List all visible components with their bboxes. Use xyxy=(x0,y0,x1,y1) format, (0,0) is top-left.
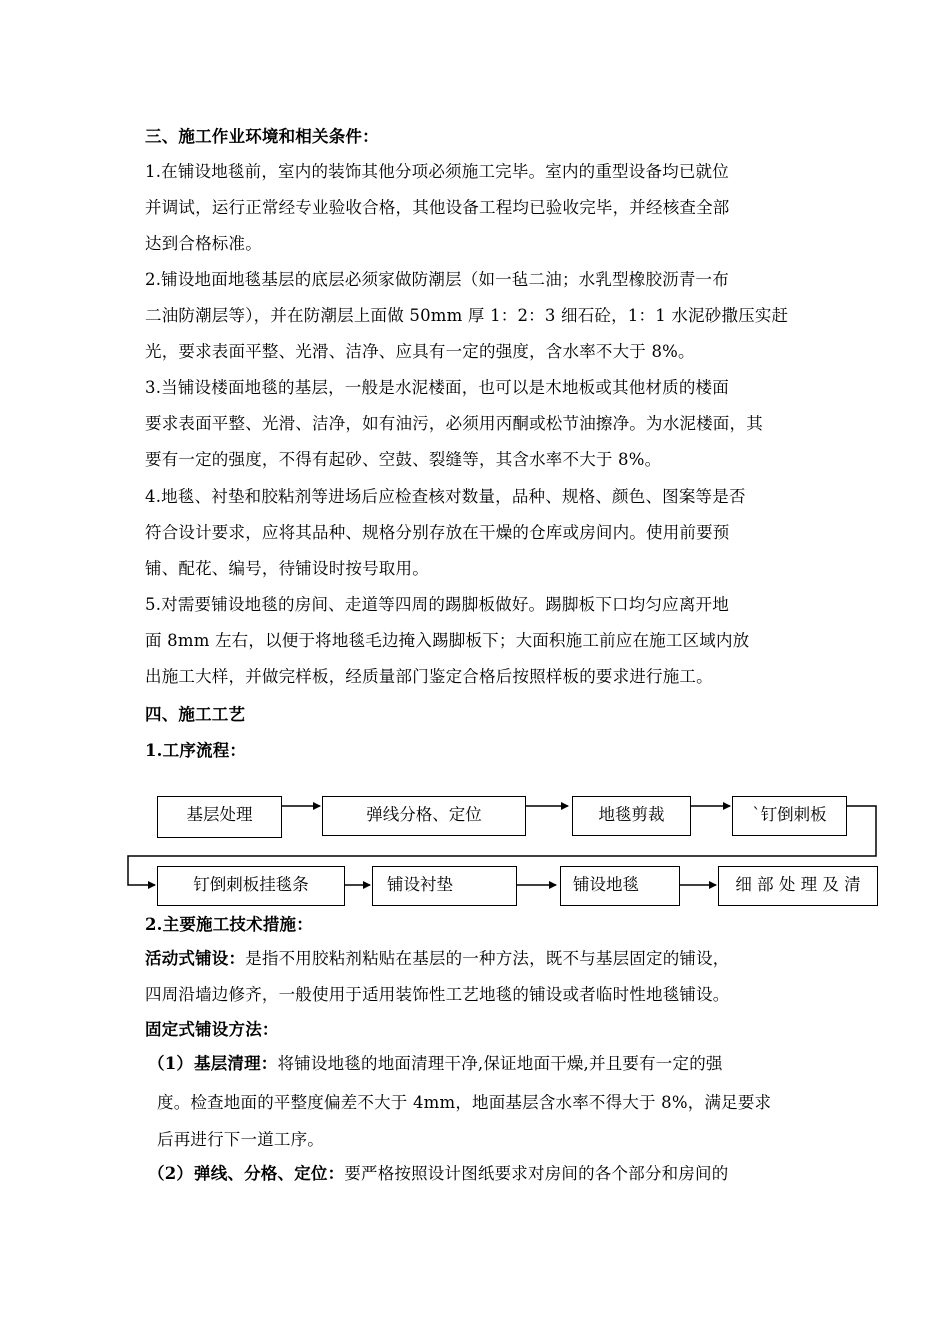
section3-p2-line1: 2.铺设地面地毯基层的底层必须家做防潮层（如一毡二油；水乳型橡胶沥青一布 xyxy=(145,270,729,289)
flow-step-lay-underlay: 铺设衬垫 xyxy=(372,866,517,906)
section3-p3-line3: 要有一定的强度，不得有起砂、空鼓、裂缝等，其含水率不大于 8%。 xyxy=(145,450,662,469)
section3-p1-line1: 1.在铺设地毯前，室内的装饰其他分项必须施工完毕。室内的重型设备均已就位 xyxy=(145,162,729,181)
flow-step-lay-carpet: 铺设地毯 xyxy=(560,866,680,906)
section3-p1-line3: 达到合格标准。 xyxy=(145,234,262,253)
section3-p3-line2: 要求表面平整、光滑、洁净，如有油污，必须用丙酮或松节油擦净。为水泥楼面，其 xyxy=(145,414,763,433)
fixed-item1-label: 基层清理： xyxy=(194,1054,278,1073)
fixed-item1-number: （1） xyxy=(148,1054,194,1073)
fixed-item1-line3: 后再进行下一道工序。 xyxy=(157,1130,324,1149)
technical-measures-heading: 2.主要施工技术措施： xyxy=(145,915,313,934)
fixed-laying-heading: 固定式铺设方法： xyxy=(145,1020,279,1039)
flow-step-line-marking: 弹线分格、定位 xyxy=(322,796,526,836)
flow-step-tack-strip-hang: 钉倒刺板挂毯条 xyxy=(157,866,345,906)
flow-step-carpet-cutting: 地毯剪裁 xyxy=(572,796,691,836)
movable-laying-label: 活动式铺设： xyxy=(145,949,246,968)
section3-p4-line2: 符合设计要求，应将其品种、规格分别存放在干燥的仓库或房间内。使用前要预 xyxy=(145,523,730,542)
process-flow-heading: 1.工序流程： xyxy=(145,741,247,760)
section3-heading: 三、施工作业环境和相关条件： xyxy=(145,127,379,146)
fixed-item2-line1 xyxy=(148,1164,728,1184)
section3-p1-line2: 并调试，运行正常经专业验收合格，其他设备工程均已验收完毕，并经核查全部 xyxy=(145,198,730,217)
movable-laying-text1: 是指不用胶粘剂粘贴在基层的一种方法，既不与基层固定的铺设， xyxy=(245,949,730,968)
section3-p4-line3: 铺、配花、编号，待铺设时按号取用。 xyxy=(145,559,429,578)
section3-p4-line1: 4.地毯、衬垫和胶粘剂等进场后应检查核对数量，品种、规格、颜色、图案等是否 xyxy=(145,487,746,506)
flow-step-detail-cleanup: 细 部 处 理 及 清 xyxy=(718,866,878,906)
section3-p5-line3: 出施工大样，并做完样板，经质量部门鉴定合格后按照样板的要求进行施工。 xyxy=(145,667,713,686)
flow-step-tack-strip: `钉倒刺板 xyxy=(732,796,847,836)
movable-laying-line1 xyxy=(145,949,730,969)
section3-p3-line1: 3.当铺设楼面地毯的基层，一般是水泥楼面，也可以是木地板或其他材质的楼面 xyxy=(145,378,729,397)
fixed-item1-line2: 度。检查地面的平整度偏差不大于 4mm，地面基层含水率不得大于 8%，满足要求 xyxy=(157,1093,772,1112)
flow-step-base-treatment: 基层处理 xyxy=(157,796,282,838)
section3-p2-line2: 二油防潮层等），并在防潮层上面做 50mm 厚 1：2：3 细石砼，1：1 水泥砂撒压实赶 xyxy=(145,306,789,325)
section3-p5-line1: 5.对需要铺设地毯的房间、走道等四周的踢脚板做好。踢脚板下口均匀应离开地 xyxy=(145,595,729,614)
fixed-item2-text1: 要严格按照设计图纸要求对房间的各个部分和房间的 xyxy=(344,1164,729,1183)
section3-p2-line3: 光，要求表面平整、光滑、洁净、应具有一定的强度，含水率不大于 8%。 xyxy=(145,342,695,361)
section4-heading: 四、施工工艺 xyxy=(145,705,246,724)
fixed-item1-text1: 将铺设地毯的地面清理干净,保证地面干燥,并且要有一定的强 xyxy=(277,1054,723,1073)
movable-laying-line2: 四周沿墙边修齐，一般使用于适用装饰性工艺地毯的铺设或者临时性地毯铺设。 xyxy=(145,985,730,1004)
section3-p5-line2: 面 8mm 左右，以便于将地毯毛边掩入踢脚板下；大面积施工前应在施工区域内放 xyxy=(145,631,750,650)
fixed-item1-line1 xyxy=(148,1054,723,1074)
fixed-item2-number: （2） xyxy=(148,1164,194,1183)
fixed-item2-label: 弹线、分格、定位： xyxy=(194,1164,345,1183)
